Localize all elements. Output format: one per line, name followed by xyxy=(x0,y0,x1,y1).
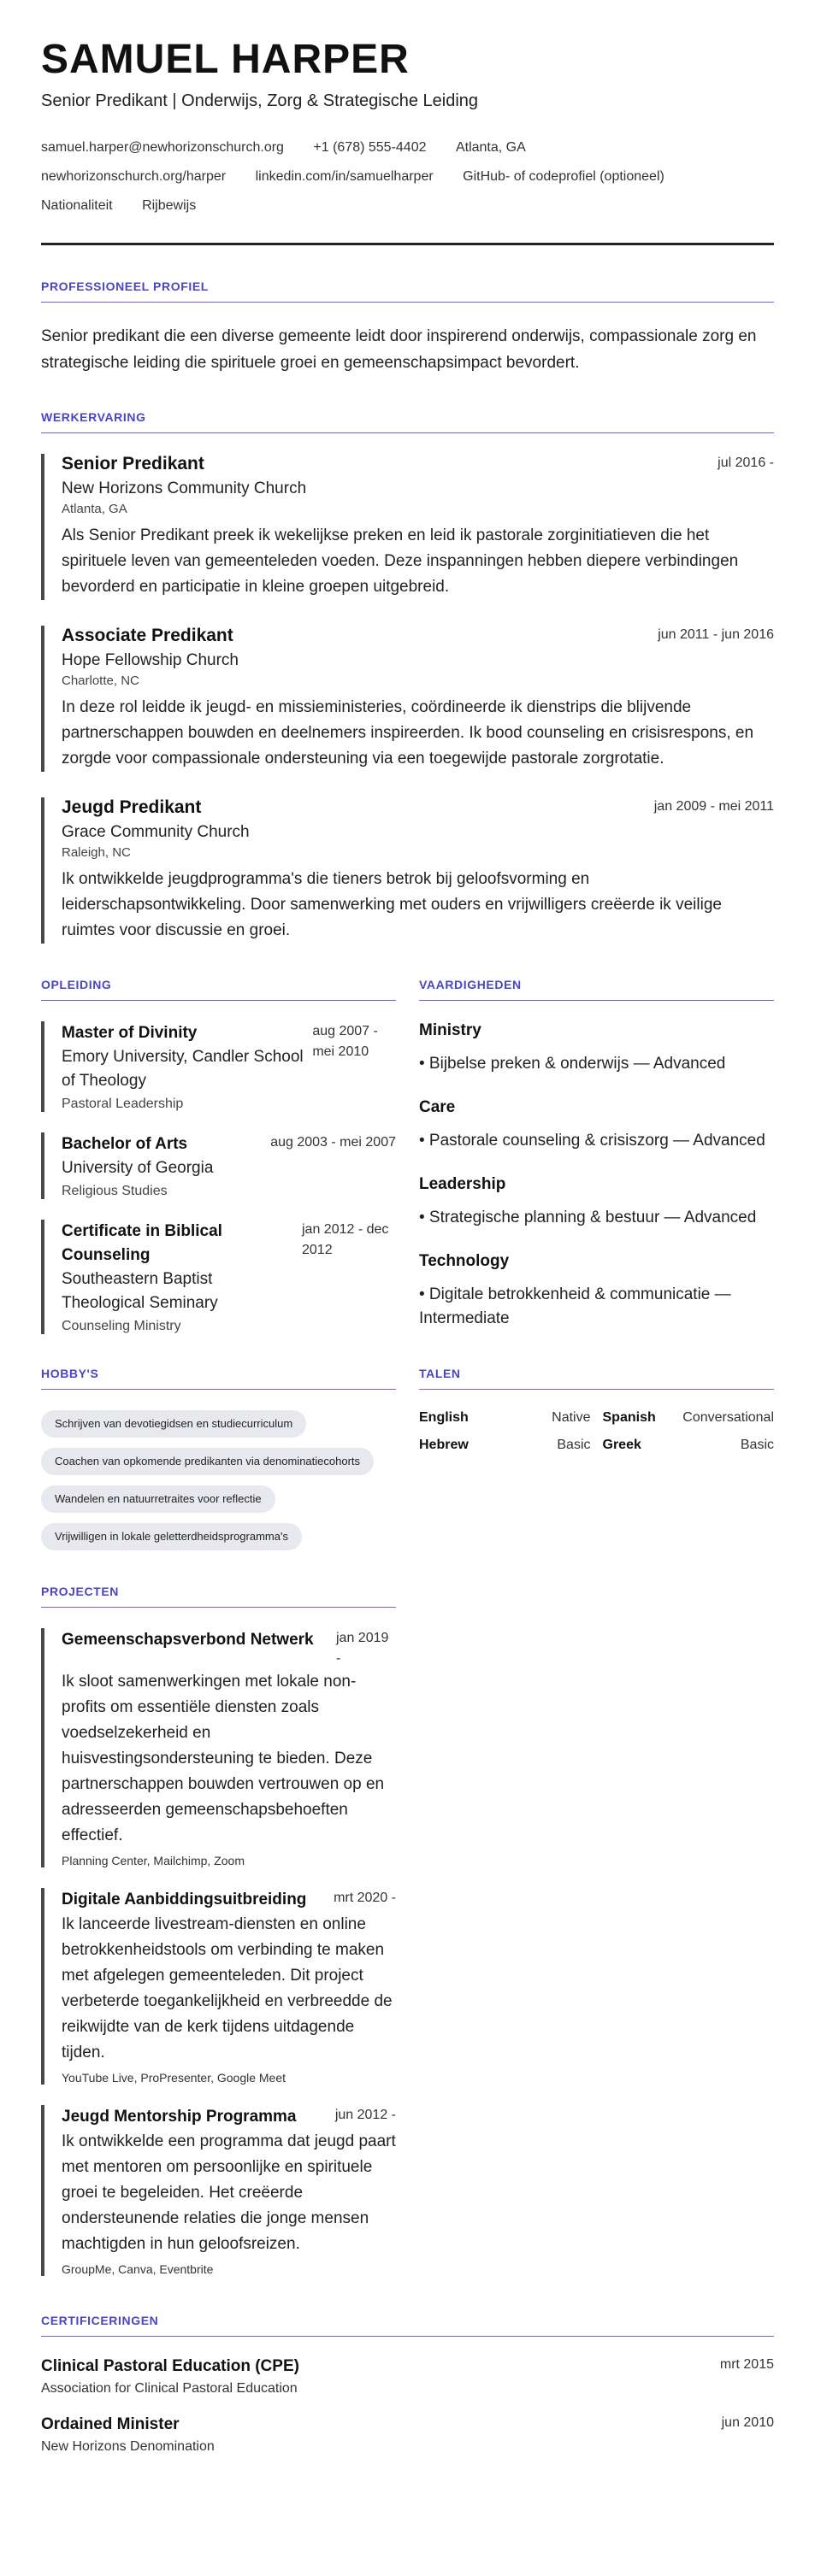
education-field: Pastoral Leadership xyxy=(62,1096,184,1111)
experience-description: In deze rol leidde ik jeugd- en missieministeries, coördineerde ik dienstrips die blijvende partnerschappen bouwden en deelnemers inspireerden. Ik bood counseling en crisisrespons, en zorgde voor compassionale ondersteuning via een toegewijde pastorale zorgrotatie. xyxy=(62,697,754,768)
projects-columns xyxy=(41,1561,774,2297)
experience-role: Associate Predikant xyxy=(62,625,233,645)
language-level: Basic xyxy=(557,1437,591,1452)
experience-date: jan 2009 - mei 2011 xyxy=(653,798,774,814)
experience-organization: Hope Fellowship Church xyxy=(62,650,239,669)
experience-organization: Grace Community Church xyxy=(62,822,250,841)
language-level: Conversational xyxy=(682,1409,774,1425)
contact-website[interactable]: newhorizonschurch.org/harper xyxy=(41,168,227,184)
project-date: jan 2019 - xyxy=(336,1630,389,1666)
experience-role: Senior Predikant xyxy=(62,453,204,473)
hobbies-languages-columns xyxy=(41,1355,774,1561)
language-level: Native xyxy=(552,1409,591,1425)
language-name: Greek xyxy=(602,1437,641,1452)
project-entry xyxy=(41,1888,396,2085)
language-name: English xyxy=(419,1409,469,1425)
project-description: Ik lanceerde livestream-diensten en online betrokkenheidstools om verbinding te maken met afgelegen gemeenteleden. Dit project verbeterde toegankelijkheid en verbreedde de reikwijdte van de kerk tijdens uitdagende tijden. xyxy=(62,1914,393,2061)
certification-name: Ordained Minister xyxy=(41,2414,180,2433)
project-tools: Planning Center, Mailchimp, Zoom xyxy=(62,1853,245,1867)
language-item xyxy=(419,1438,591,1453)
education-field: Religious Studies xyxy=(62,1183,168,1198)
languages-list xyxy=(419,1410,774,1453)
certification-issuer: New Horizons Denomination xyxy=(41,2438,215,2454)
hobby-chip: Coachen van opkomende predikanten via denominatiecohorts xyxy=(41,1448,374,1475)
project-description: Ik sloot samenwerkingen met lokale non-profits om essentiële diensten zoals voedselzekerheid en huisvestingsondersteuning te bieden. Deze partnerschappen bouwden vertrouwen op en adresseerden gemeenschapsbehoeften effectief. xyxy=(62,1672,385,1844)
experience-entry xyxy=(41,797,774,944)
language-item xyxy=(603,1438,775,1453)
project-tools: GroupMe, Canva, Eventbrite xyxy=(62,2261,214,2276)
education-entry xyxy=(41,1021,396,1112)
certification-entry xyxy=(41,2415,774,2455)
profile-summary: Senior predikant die een diverse gemeente leidt door inspirerend onderwijs, compassionale zorg en strategische leiding die spirituele groei en gemeenschapsimpact bevordert. xyxy=(41,326,757,372)
contact-nationality: Nationaliteit xyxy=(41,197,113,213)
skills-column xyxy=(419,969,774,1355)
skill-item: • Digitale betrokkenheid & communicatie — Intermediate xyxy=(419,1285,731,1327)
contact-github[interactable]: GitHub- of codeprofiel (optioneel) xyxy=(463,168,664,184)
education-column xyxy=(41,969,396,1355)
project-date: mrt 2020 - xyxy=(334,1890,396,1905)
experience-location: Atlanta, GA xyxy=(62,501,127,516)
contact-location: Atlanta, GA xyxy=(455,139,526,155)
skill-category: Care xyxy=(419,1097,456,1116)
experience-location: Charlotte, NC xyxy=(62,673,139,688)
contact-info xyxy=(41,133,774,221)
education-date: aug 2003 - mei 2007 xyxy=(270,1134,396,1150)
section-title-experience: WERKERVARING xyxy=(41,410,774,433)
project-tools: YouTube Live, ProPresenter, Google Meet xyxy=(62,2070,286,2085)
project-description: Ik ontwikkelde een programma dat jeugd paart met mentoren om persoonlijke en spirituele groei te begeleiden. Het creëerde ondersteunende relaties die jonge mensen machtigden in hun geloofsreizen. xyxy=(62,2132,396,2253)
header-divider xyxy=(41,243,774,245)
section-title-hobbies: HOBBY'S xyxy=(41,1367,396,1390)
education-institution: Southeastern Baptist Theological Seminary xyxy=(62,1269,218,1312)
certification-name: Clinical Pastoral Education (CPE) xyxy=(41,2356,299,2375)
language-item xyxy=(603,1410,775,1426)
experience-date: jun 2011 - jun 2016 xyxy=(658,626,774,642)
experience-entry xyxy=(41,454,774,600)
experience-description: Ik ontwikkelde jeugdprogramma's die tieners betrok bij geloofsvorming en leiderschapsontwikkeling. Door samenwerking met ouders en vrijwilligers creëerde ik veilige ruimtes voor discussie en groei. xyxy=(62,869,722,939)
education-date: jan 2012 - dec 2012 xyxy=(302,1221,389,1257)
project-title: Jeugd Mentorship Programma xyxy=(62,2107,297,2126)
candidate-name: SAMUEL HARPER xyxy=(41,37,410,82)
headline: Senior Predikant | Onderwijs, Zorg & Strategische Leiding xyxy=(41,91,479,110)
section-title-education: OPLEIDING xyxy=(41,978,396,1001)
education-institution: Emory University, Candler School of Theology xyxy=(62,1047,304,1090)
skill-item: • Pastorale counseling & crisiszorg — Advanced xyxy=(419,1131,765,1150)
languages-column xyxy=(419,1355,774,1561)
contact-phone[interactable]: +1 (678) 555-4402 xyxy=(313,139,427,155)
education-degree: Certificate in Biblical Counseling xyxy=(62,1221,222,1264)
education-field: Counseling Ministry xyxy=(62,1318,181,1333)
experience-location: Raleigh, NC xyxy=(62,844,131,860)
skill-item: • Strategische planning & bestuur — Advanced xyxy=(419,1208,757,1226)
experience-organization: New Horizons Community Church xyxy=(62,479,307,497)
skill-category: Technology xyxy=(419,1251,510,1270)
skill-item: • Bijbelse preken & onderwijs — Advanced xyxy=(419,1054,726,1073)
skill-category: Ministry xyxy=(419,1020,481,1039)
language-name: Hebrew xyxy=(419,1437,469,1452)
contact-license: Rijbewijs xyxy=(142,197,197,213)
education-entry xyxy=(41,1132,396,1199)
project-title: Digitale Aanbiddingsuitbreiding xyxy=(62,1890,307,1908)
education-degree: Bachelor of Arts xyxy=(62,1134,188,1153)
experience-entry xyxy=(41,626,774,772)
section-title-skills: VAARDIGHEDEN xyxy=(419,978,774,1001)
hobby-chip: Schrijven van devotiegidsen en studiecurriculum xyxy=(41,1410,306,1438)
section-title-projects: PROJECTEN xyxy=(41,1585,396,1608)
projects-spacer xyxy=(419,1561,774,2297)
project-date: jun 2012 - xyxy=(334,2107,396,2122)
section-title-profile: PROFESSIONEEL PROFIEL xyxy=(41,279,774,303)
experience-description: Als Senior Predikant preek ik wekelijkse preken en leid ik pastorale zorginitiatieven die het spirituele leven van gemeenteleden voeden. Deze inspanningen hebben diepere verbindingen bevorderd en participatie in kleine groepen uitgebreid. xyxy=(62,526,739,596)
education-entry xyxy=(41,1220,396,1334)
project-entry xyxy=(41,1628,396,1867)
project-entry xyxy=(41,2105,396,2276)
section-title-languages: TALEN xyxy=(419,1367,774,1390)
education-degree: Master of Divinity xyxy=(62,1023,198,1042)
experience-date: jul 2016 - xyxy=(718,455,774,470)
hobby-chip: Vrijwilligen in lokale geletterdheidsprogramma's xyxy=(41,1523,302,1550)
certification-entry xyxy=(41,2357,774,2397)
experience-role: Jeugd Predikant xyxy=(62,797,202,817)
language-item xyxy=(419,1410,591,1426)
education-institution: University of Georgia xyxy=(62,1158,214,1177)
certification-date: mrt 2015 xyxy=(719,2356,774,2372)
contact-linkedin[interactable]: linkedin.com/in/samuelharper xyxy=(255,168,434,184)
education-skills-columns xyxy=(41,969,774,1355)
project-title: Gemeenschapsverbond Netwerk xyxy=(62,1630,314,1649)
language-name: Spanish xyxy=(602,1409,656,1425)
projects-column xyxy=(41,1561,396,2297)
certification-issuer: Association for Clinical Pastoral Education xyxy=(41,2380,298,2396)
hobbies-column xyxy=(41,1355,396,1561)
skill-category: Leadership xyxy=(419,1174,506,1193)
hobby-chip: Wandelen en natuurretraites voor reflectie xyxy=(41,1485,275,1513)
contact-email[interactable]: samuel.harper@newhorizonschurch.org xyxy=(41,139,284,155)
education-date: aug 2007 - mei 2010 xyxy=(312,1023,378,1059)
section-title-certifications: CERTIFICERINGEN xyxy=(41,2314,774,2337)
certification-date: jun 2010 xyxy=(721,2414,774,2430)
language-level: Basic xyxy=(740,1437,774,1452)
